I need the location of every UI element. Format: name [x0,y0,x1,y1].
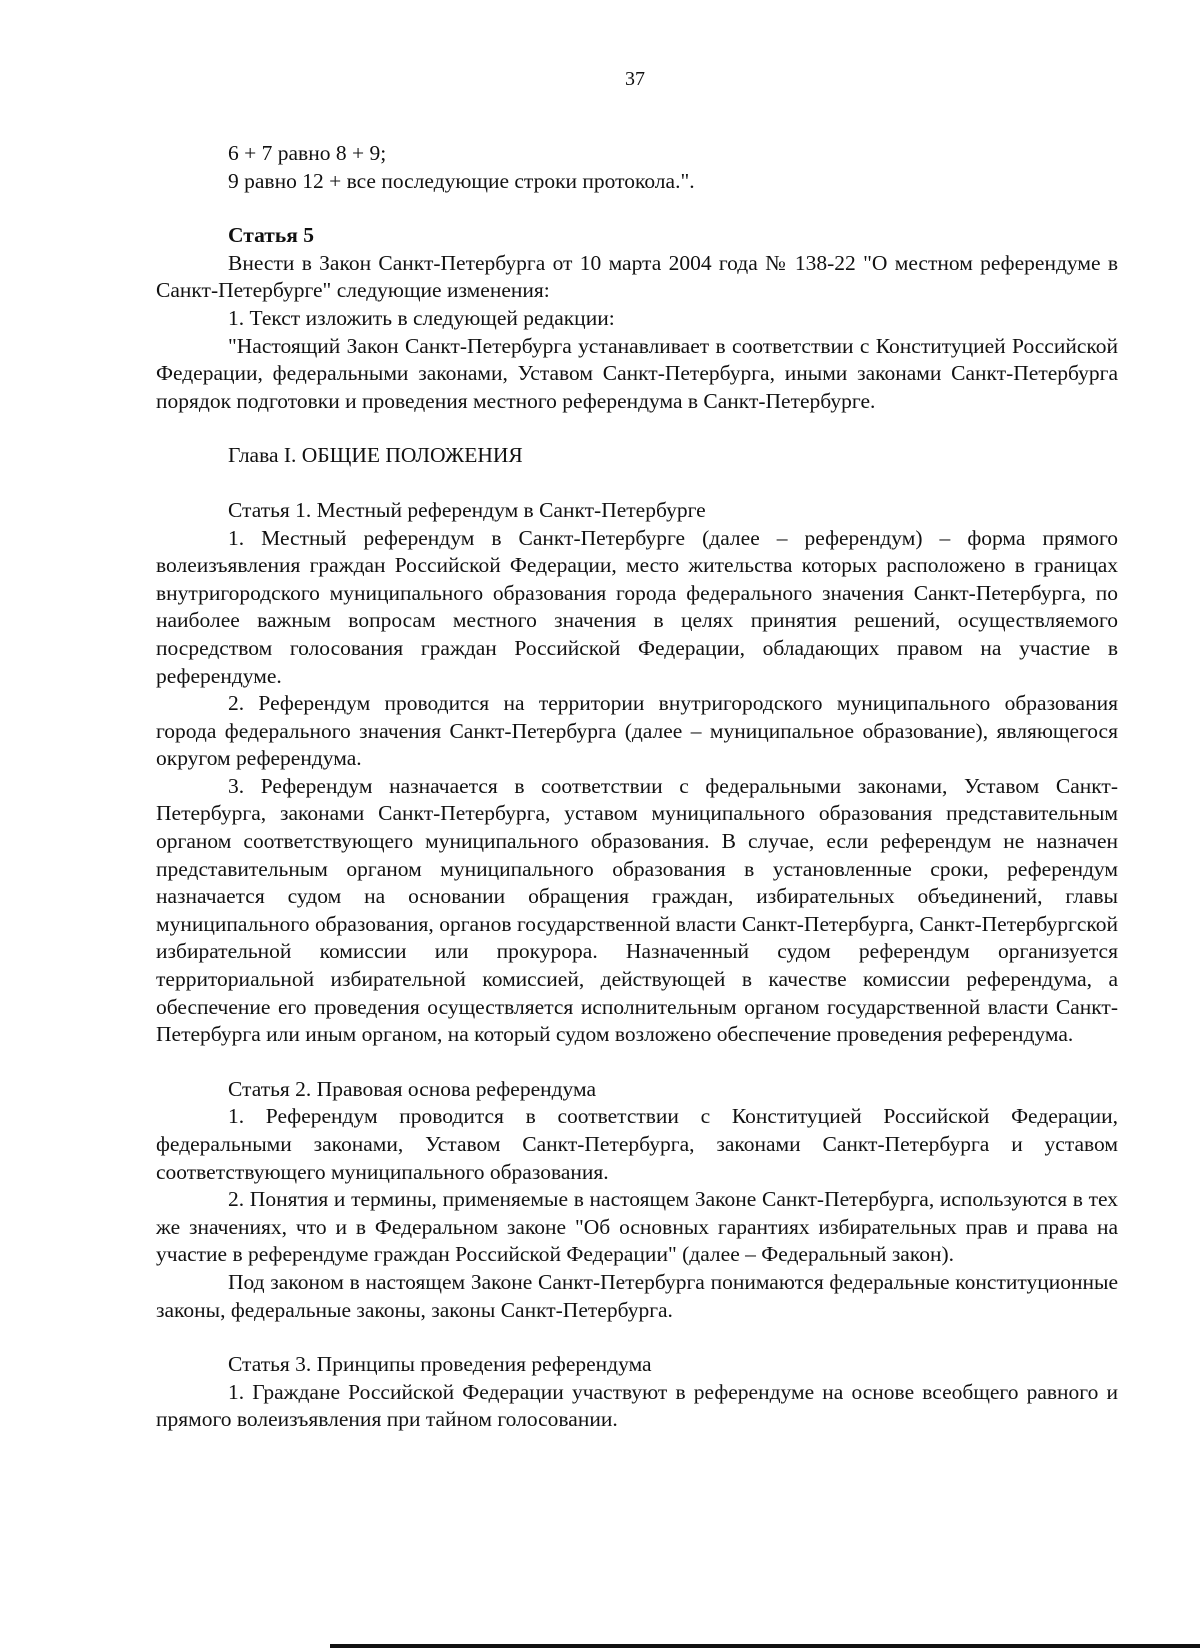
article-heading: Статья 5 [228,223,314,248]
spacer [156,415,1118,442]
paragraph: 1. Граждане Российской Федерации участвуют в референдуме на основе всеобщего равного и прямого волеизъявления при тайном голосовании. [156,1379,1118,1432]
text-line: 6 + 7 равно 8 + 9; [228,141,387,165]
spacer [156,1324,1118,1351]
article-heading: Статья 3. Принципы проведения референдума [228,1352,652,1377]
article-heading: Статья 1. Местный референдум в Санкт-Петербурге [228,497,706,522]
paragraph: 2. Референдум проводится на территории внутригородского муниципального образования города федерального значения Санкт-Петербурга (далее – муниципальное образование), являющегося округом референдума. [156,691,1118,771]
text-line: 9 равно 12 + все последующие строки протокола.". [228,168,695,193]
chapter-heading: Глава I. ОБЩИЕ ПОЛОЖЕНИЯ [228,443,523,468]
spacer [156,195,1118,222]
spacer [156,1049,1118,1076]
paragraph: 2. Понятия и термины, применяемые в настоящем Законе Санкт-Петербурга, используются в тех же значениях, что и в Федеральном законе "Об основных гарантиях избирательных прав и права на участие в референдуме граждан Российской Федерации" (далее – Федеральный закон). [156,1187,1118,1267]
paragraph: 1. Местный референдум в Санкт-Петербурге (далее – референдум) – форма прямого волеизъявления граждан Российской Федерации, место жительства которых расположено в границах внутригородского муниципального образования города федерального значения Санкт-Петербурга, по наиболее важным вопросам местного значения в целях принятия решений, осуществляемого посредством голосования граждан Российской Федерации, обладающих правом на участие в референдуме. [156,525,1118,688]
scan-edge-line [330,1644,1200,1648]
paragraph: Внести в Закон Санкт-Петербурга от 10 марта 2004 года № 138-22 "О местном референдуме в Санкт-Петербурге" следующие изменения: [156,250,1118,303]
article-heading: Статья 2. Правовая основа референдума [228,1076,597,1101]
document-body [156,140,1118,1434]
spacer [156,470,1118,497]
paragraph: "Настоящий Закон Санкт-Петербурга устанавливает в соответствии с Конституцией Российской Федерации, федеральными законами, Уставом Санкт-Петербурга, иными законами Санкт-Петербурга порядок подготовки и проведения местного референдума в Санкт-Петербурге. [156,333,1118,413]
paragraph: 1. Референдум проводится в соответствии с Конституцией Российской Федерации, федеральными законами, Уставом Санкт-Петербурга, законами Санкт-Петербурга и уставом соответствующего муниципального образования. [156,1104,1118,1184]
paragraph: 1. Текст изложить в следующей редакции: [228,305,615,330]
page-number: 37 [625,68,645,90]
paragraph: Под законом в настоящем Законе Санкт-Петербурга понимаются федеральные конституционные законы, федеральные законы, законы Санкт-Петербурга. [156,1269,1118,1322]
paragraph: 3. Референдум назначается в соответствии с федеральными законами, Уставом Санкт-Петербурга, законами Санкт-Петербурга, уставом муниципального образования представительным органом соответствующего муниципального образования. В случае, если референдум не назначен представительным органом муниципального образования в установленные сроки, референдум назначается судом на основании обращения граждан, избирательных объединений, главы муниципального образования, органов государственной власти Санкт-Петербурга, Санкт-Петербургской избирательной комиссии или прокурора. Назначенный судом референдум организуется территориальной избирательной комиссией, действующей в качестве комиссии референдума, а обеспечение его проведения осуществляется исполнительным органом государственной власти Санкт-Петербурга или иным органом, на который судом возложено обеспечение проведения референдума. [156,773,1118,1047]
